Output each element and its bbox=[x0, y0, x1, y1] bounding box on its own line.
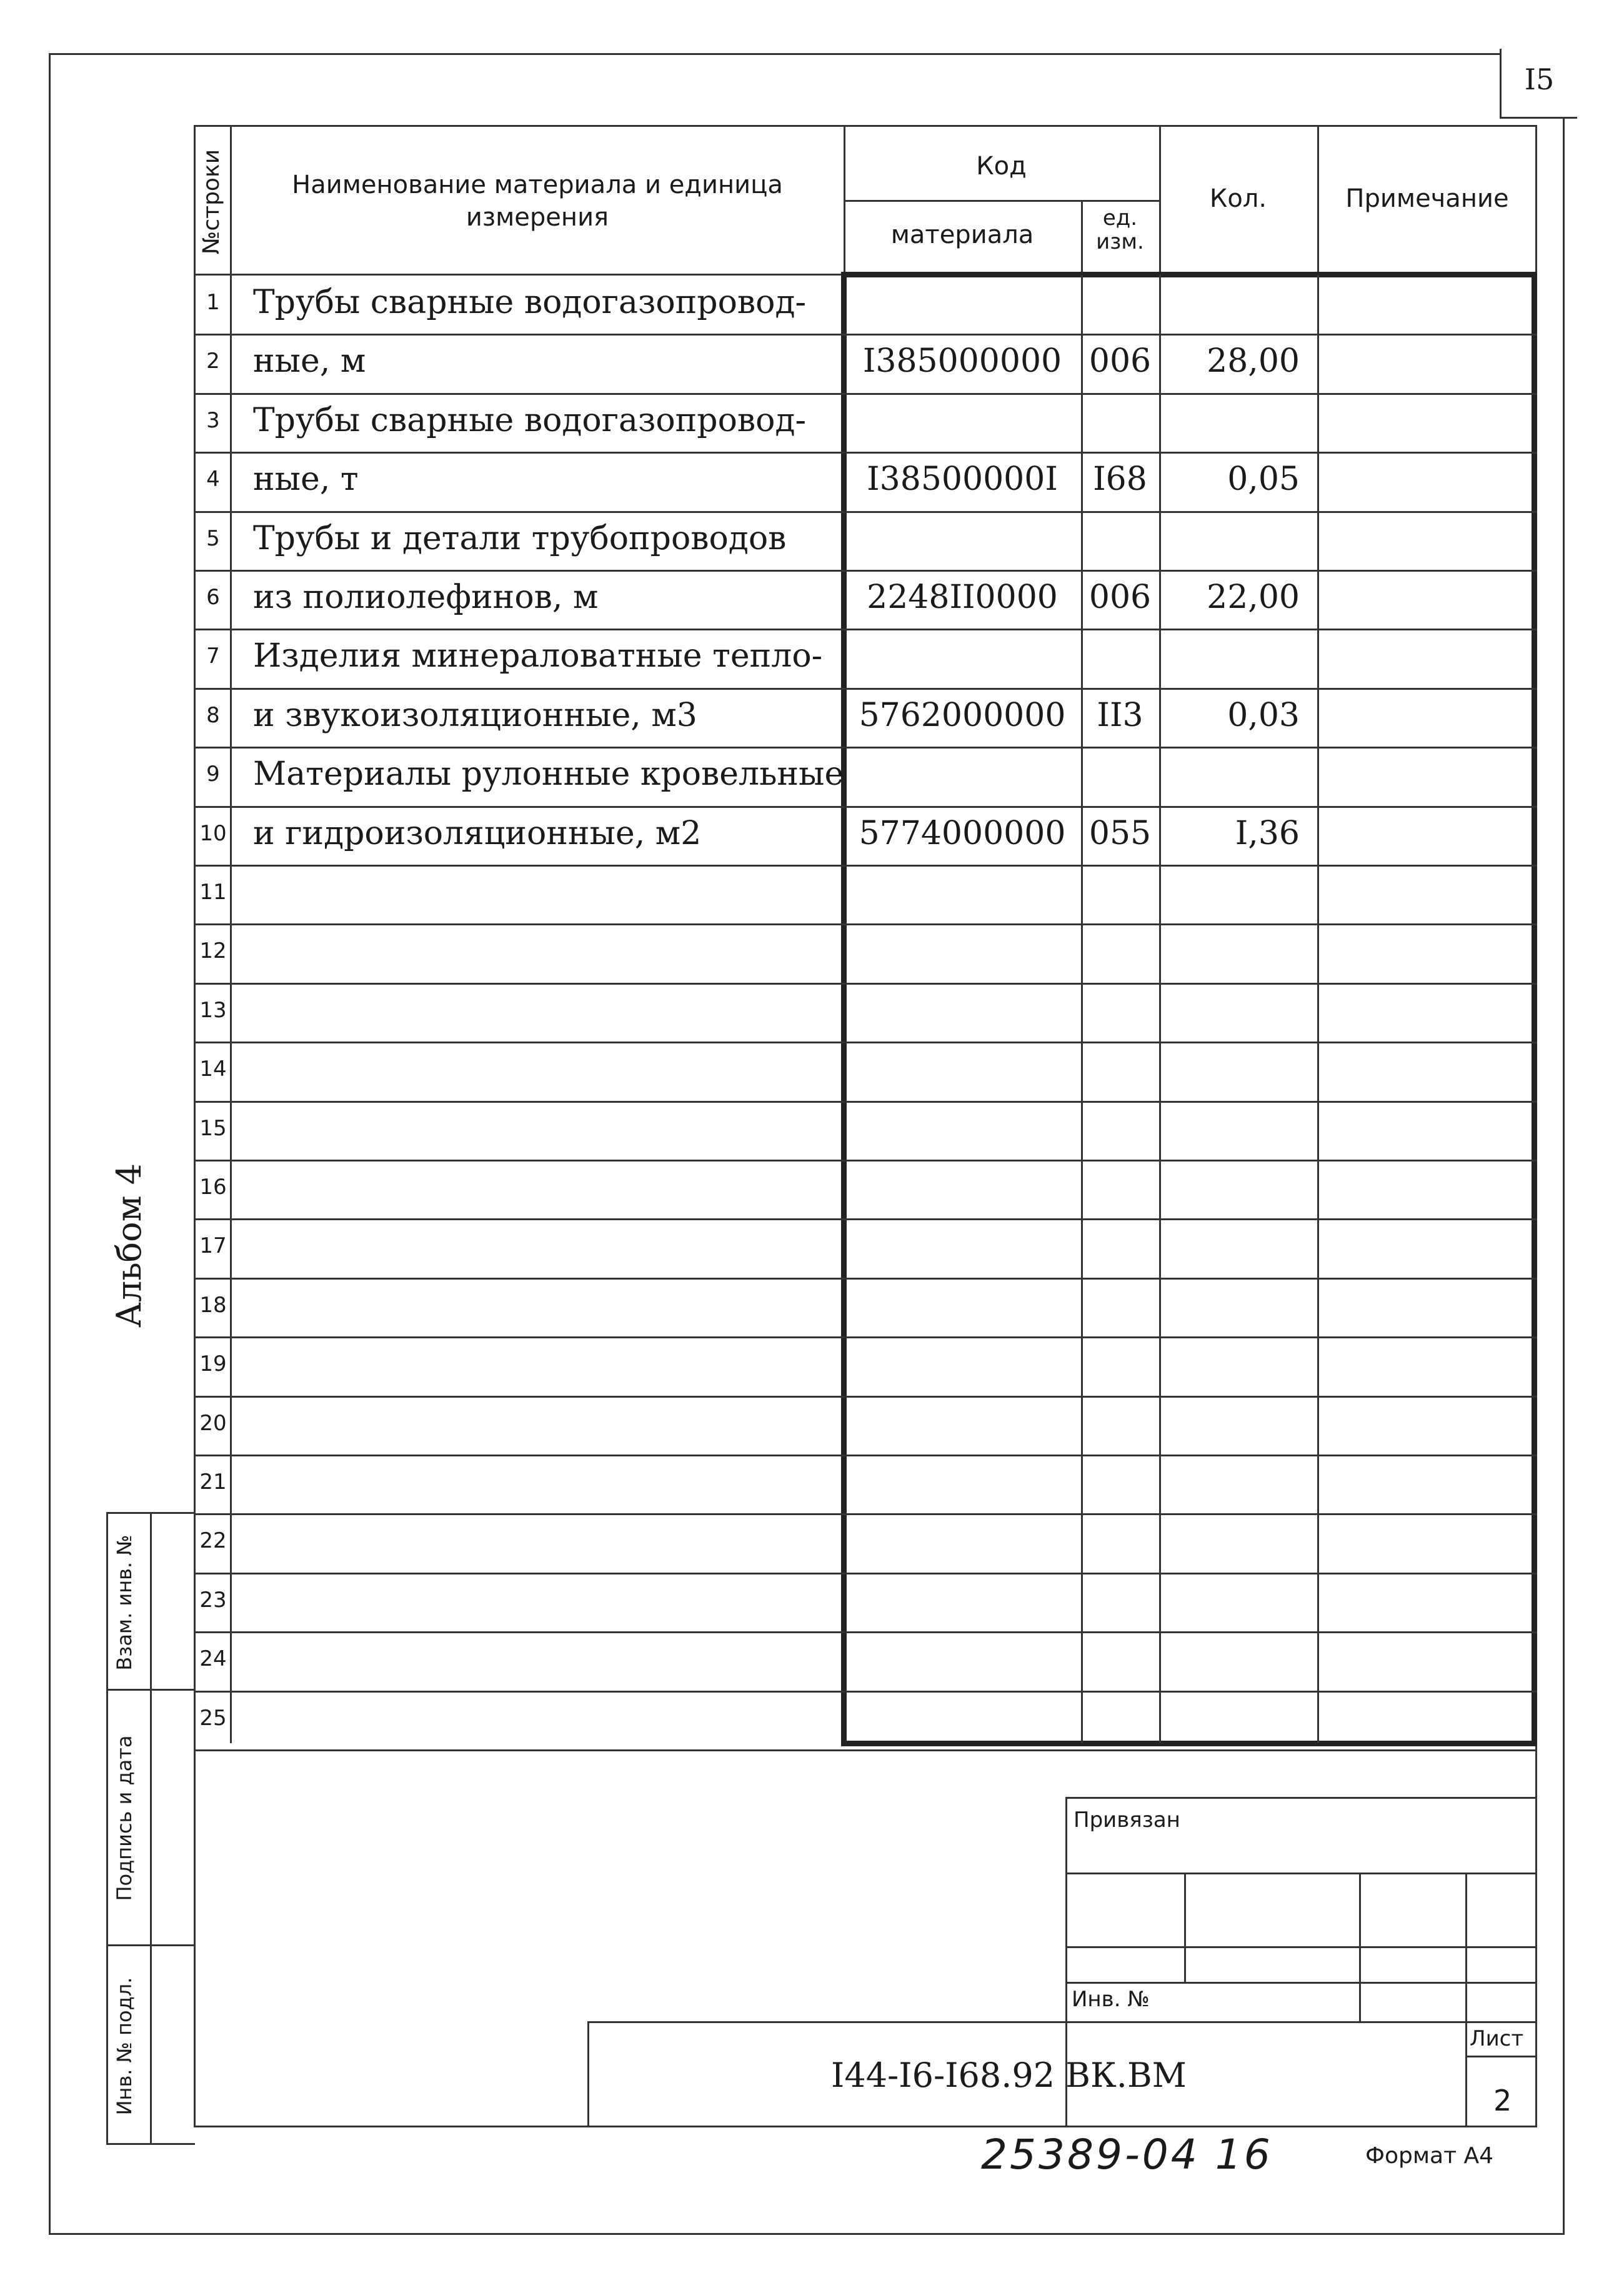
material-name-cell: из полиолефинов, м bbox=[253, 579, 599, 616]
row-number: 24 bbox=[199, 1646, 227, 1671]
row-separator bbox=[194, 334, 1537, 336]
material-name-cell: и гидроизоляционные, м2 bbox=[253, 815, 702, 852]
row-separator bbox=[194, 1218, 1537, 1220]
material-name-cell: Трубы сварные водогазопровод- bbox=[253, 402, 807, 439]
row-number: 19 bbox=[199, 1351, 227, 1376]
row-separator bbox=[194, 1160, 1537, 1161]
material-name-cell: и звукоизоляционные, м3 bbox=[253, 697, 697, 734]
row-number: 11 bbox=[199, 880, 227, 905]
row-separator bbox=[194, 747, 1537, 749]
inv-no-label: Инв. № bbox=[1072, 1987, 1150, 2012]
sheet-corner-box bbox=[1500, 49, 1577, 119]
sheet-label: Лист bbox=[1470, 2026, 1524, 2051]
sheet-number: 2 bbox=[1493, 2084, 1512, 2117]
row-number: 2 bbox=[206, 349, 220, 374]
row-number: 25 bbox=[199, 1706, 227, 1731]
code-material-header: материала bbox=[890, 221, 1034, 249]
material-name-cell: Материалы рулонные кровельные bbox=[253, 755, 844, 793]
row-number: 13 bbox=[199, 998, 227, 1023]
unit-code-cell: I68 bbox=[1093, 460, 1147, 498]
row-separator bbox=[194, 1042, 1537, 1043]
row-number: 8 bbox=[206, 703, 220, 728]
material-name-cell: ные, т bbox=[253, 460, 359, 498]
album-label: Альбом 4 bbox=[109, 1163, 149, 1328]
row-separator bbox=[194, 1396, 1537, 1398]
material-code-cell: 5762000000 bbox=[859, 697, 1066, 734]
bound-label: Привязан bbox=[1074, 1808, 1180, 1833]
row-separator bbox=[194, 452, 1537, 454]
row-number: 15 bbox=[199, 1116, 227, 1141]
row-number: 1 bbox=[206, 290, 220, 315]
row-separator bbox=[194, 629, 1537, 630]
unit-code-cell: II3 bbox=[1097, 697, 1143, 734]
stamp-vline-1 bbox=[1184, 1873, 1186, 1984]
replace-inv-label: Взам. инв. № bbox=[112, 1534, 136, 1671]
row-separator bbox=[194, 865, 1537, 867]
row-separator bbox=[194, 1455, 1537, 1456]
row-separator bbox=[194, 393, 1537, 395]
stamp-line-4 bbox=[587, 2021, 1537, 2023]
row-number: 9 bbox=[206, 762, 220, 787]
row-no-header: №строки bbox=[199, 149, 224, 255]
row-number: 20 bbox=[199, 1411, 227, 1436]
material-name-cell: Трубы сварные водогазопровод- bbox=[253, 284, 807, 321]
quantity-cell: 28,00 bbox=[1207, 342, 1300, 380]
document-code: I44-I6-I68.92 ВК.ВМ bbox=[831, 2056, 1187, 2095]
material-name-cell: Изделия минераловатные тепло- bbox=[253, 637, 823, 675]
material-code-cell: 5774000000 bbox=[859, 815, 1066, 852]
note-header: Примечание bbox=[1345, 184, 1509, 213]
row-number: 22 bbox=[199, 1528, 227, 1553]
row-number: 7 bbox=[206, 644, 220, 669]
stamp-vline-2 bbox=[1359, 1873, 1361, 2021]
material-name-cell: ные, м bbox=[253, 342, 366, 380]
material-code-cell: 2248II0000 bbox=[867, 579, 1058, 616]
row-separator bbox=[194, 983, 1537, 985]
row-separator bbox=[194, 1631, 1537, 1633]
row-number: 18 bbox=[199, 1293, 227, 1318]
row-number: 5 bbox=[206, 526, 220, 551]
quantity-cell: 22,00 bbox=[1207, 579, 1300, 616]
row-number: 12 bbox=[199, 938, 227, 963]
stamp-line-5 bbox=[1465, 2056, 1537, 2057]
strip-inner-divider bbox=[150, 1512, 152, 2145]
material-code-cell: I385000000 bbox=[862, 342, 1062, 380]
stamp-vline-4 bbox=[587, 2021, 589, 2127]
inv-orig-label: Инв. № подл. bbox=[112, 1977, 136, 2116]
unit-code-cell: 055 bbox=[1088, 815, 1152, 852]
format-label: Формат А4 bbox=[1365, 2143, 1494, 2169]
row-separator bbox=[194, 1513, 1537, 1515]
code-header: Код bbox=[976, 152, 1027, 181]
row-number: 14 bbox=[199, 1057, 227, 1082]
code-unit-header: ед. изм. bbox=[1096, 206, 1144, 254]
row-number: 16 bbox=[199, 1175, 227, 1200]
unit-code-cell: 006 bbox=[1088, 579, 1152, 616]
quantity-cell: I,36 bbox=[1235, 815, 1300, 852]
row-number: 3 bbox=[206, 408, 220, 433]
row-separator bbox=[194, 1278, 1537, 1280]
row-number: 23 bbox=[199, 1588, 227, 1613]
qty-header: Кол. bbox=[1209, 184, 1267, 213]
row-no-header-box bbox=[199, 134, 227, 272]
quantity-cell: 0,05 bbox=[1227, 460, 1300, 498]
sheet-corner-number: I5 bbox=[1524, 62, 1555, 96]
row-number: 17 bbox=[199, 1233, 227, 1258]
material-name-cell: Трубы и детали трубопроводов bbox=[253, 520, 787, 557]
row-separator bbox=[194, 923, 1537, 925]
row-number: 6 bbox=[206, 585, 220, 610]
col-line-rowno bbox=[230, 125, 232, 1743]
row-separator bbox=[194, 1101, 1537, 1103]
quantity-cell: 0,03 bbox=[1227, 697, 1300, 734]
row-separator bbox=[194, 688, 1537, 690]
stamp-vline-3 bbox=[1465, 1873, 1467, 2127]
handwritten-number: 25389-04 16 bbox=[981, 2131, 1273, 2179]
row-separator bbox=[194, 1573, 1537, 1574]
code-subdivider bbox=[844, 200, 1159, 202]
name-header: Наименование материала и единица измерения bbox=[292, 171, 783, 232]
row-separator bbox=[194, 1336, 1537, 1338]
material-code-cell: I38500000I bbox=[867, 460, 1058, 498]
row-number: 10 bbox=[199, 821, 227, 846]
unit-code-cell: 006 bbox=[1088, 342, 1152, 380]
row-separator bbox=[194, 1749, 1537, 1751]
col-line-note bbox=[1317, 275, 1319, 1743]
row-number: 4 bbox=[206, 467, 220, 492]
row-separator bbox=[194, 511, 1537, 513]
row-separator bbox=[194, 1691, 1537, 1693]
sign-date-label: Подпись и дата bbox=[112, 1735, 136, 1901]
row-separator bbox=[194, 806, 1537, 808]
row-separator bbox=[194, 570, 1537, 572]
row-number: 21 bbox=[199, 1470, 227, 1495]
